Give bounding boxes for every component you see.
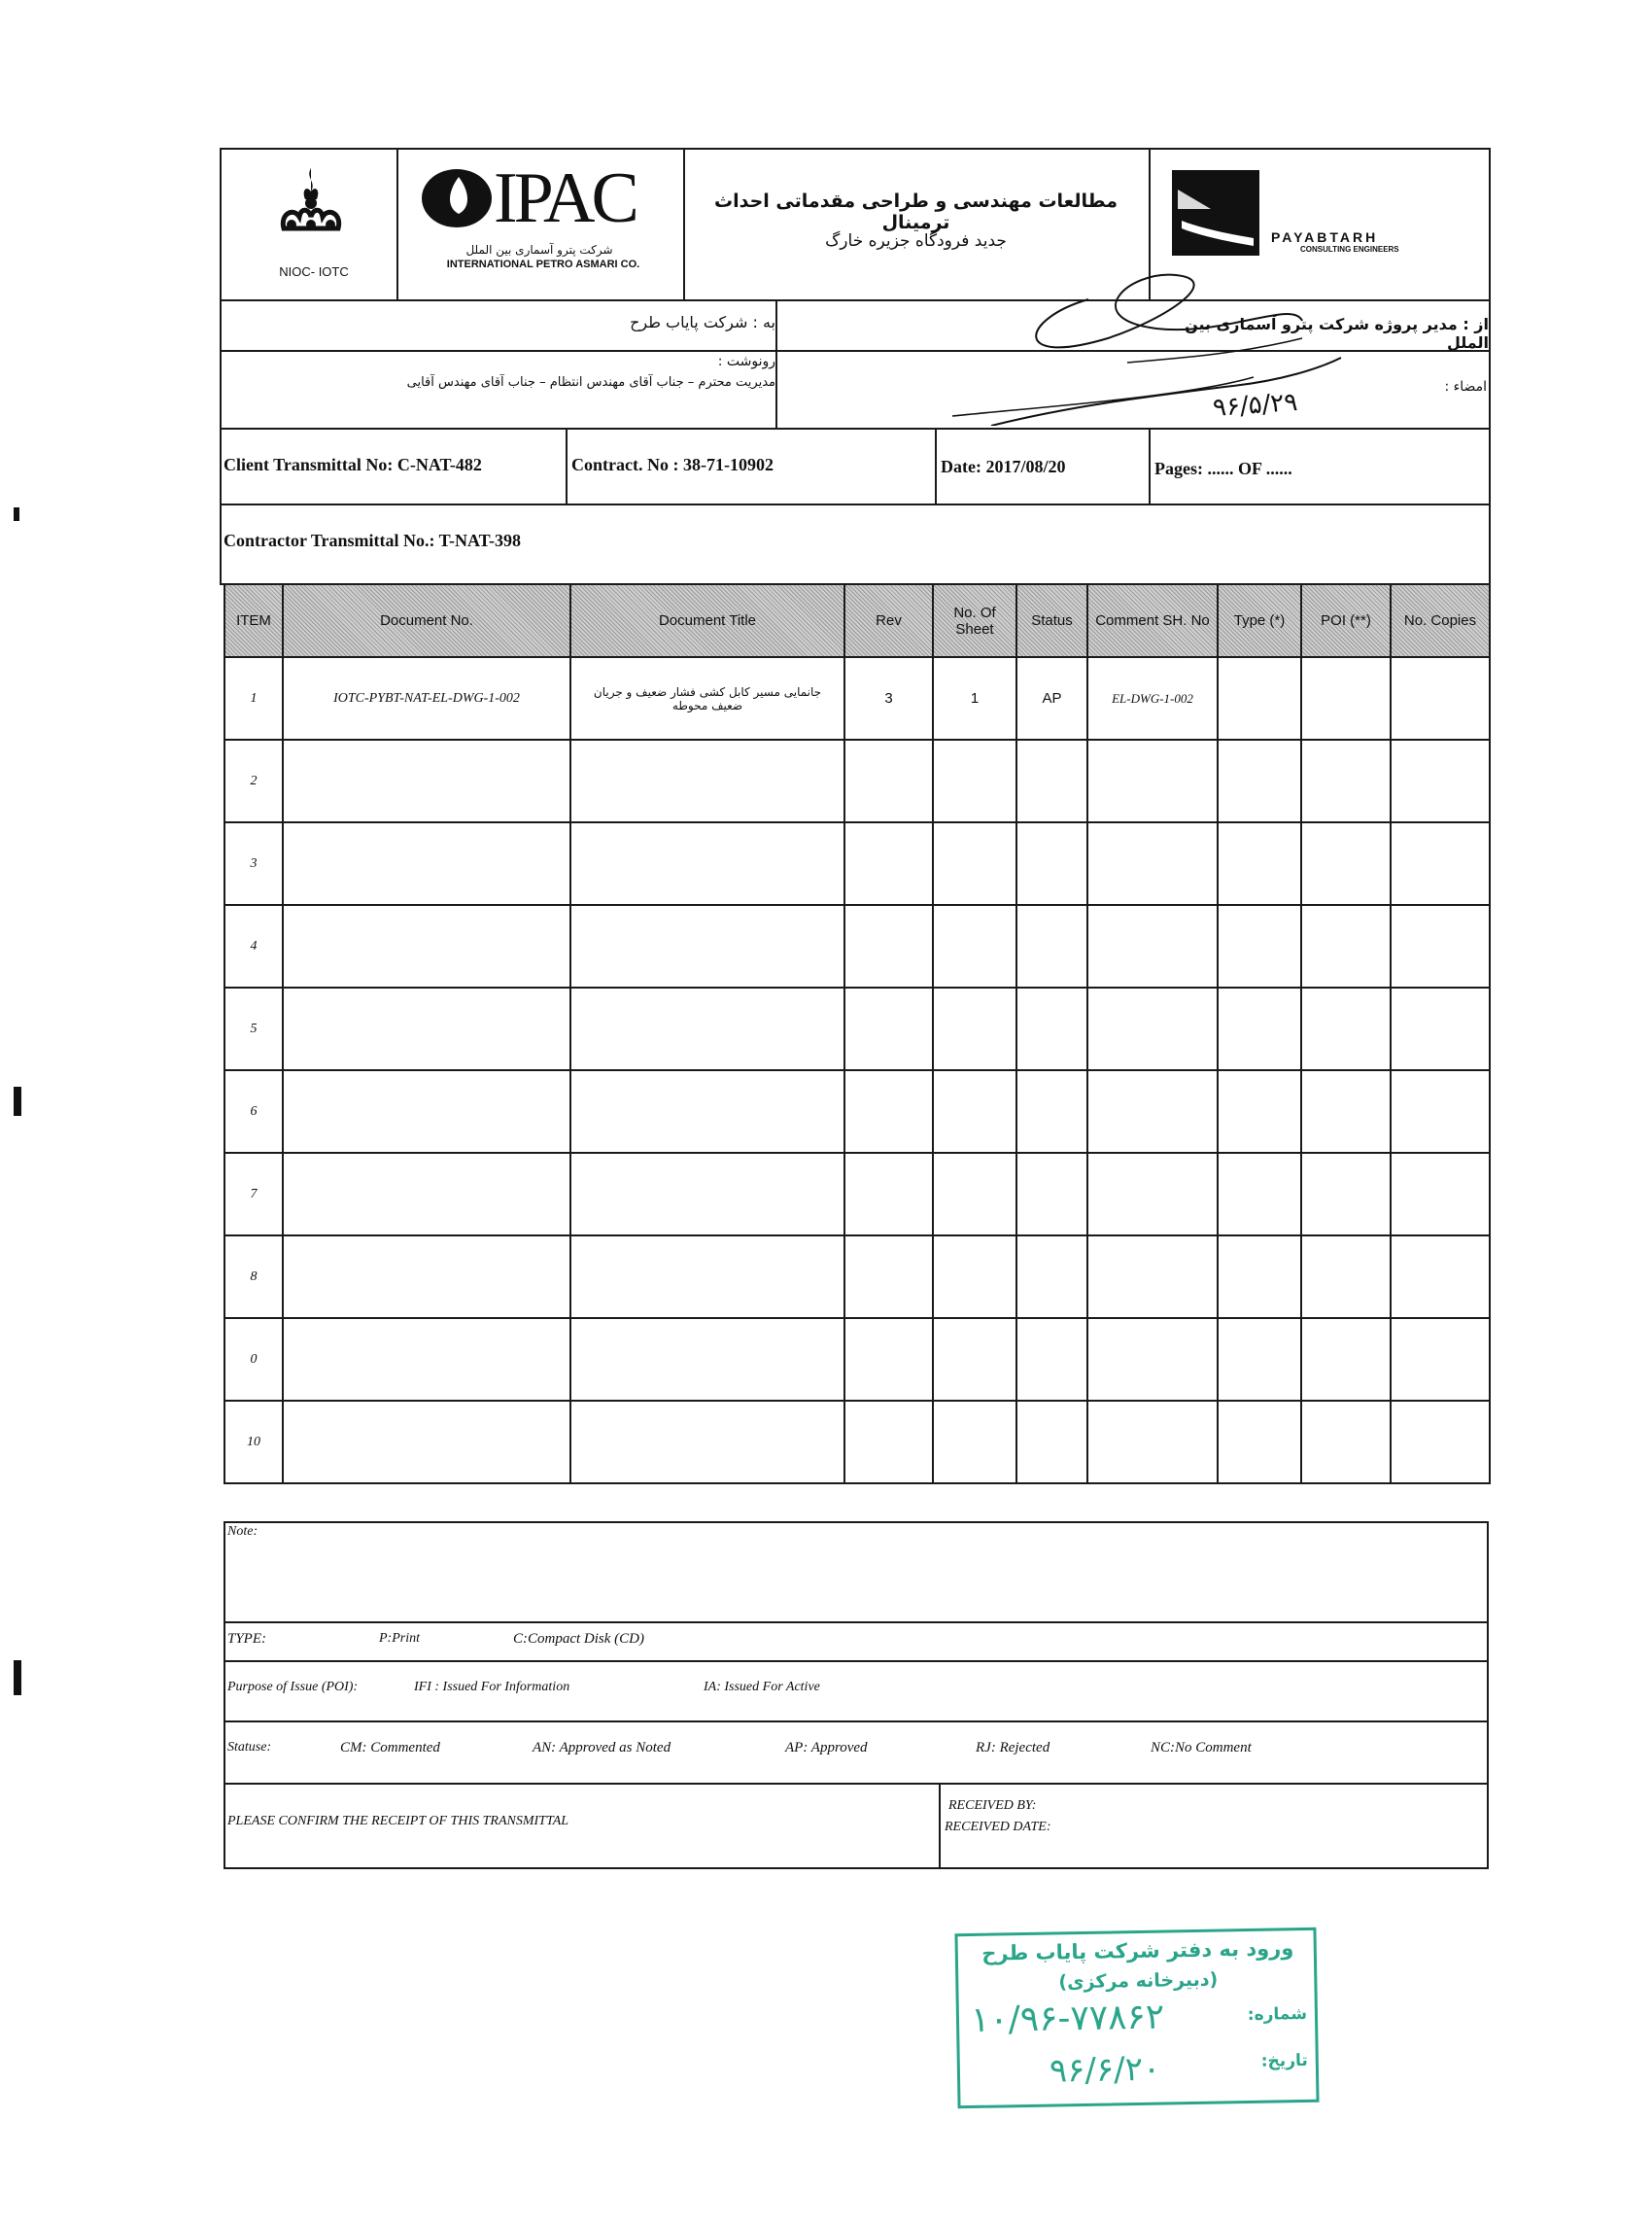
col-poi: POI (**) bbox=[1301, 584, 1391, 657]
row-copies bbox=[1391, 657, 1490, 740]
scan-mark bbox=[14, 1087, 21, 1116]
col-no-copies: No. Copies bbox=[1391, 584, 1490, 657]
contractor-transmittal: Contractor Transmittal No.: T-NAT-398 bbox=[224, 531, 521, 550]
scan-mark bbox=[14, 507, 19, 521]
row-rev: 3 bbox=[844, 657, 933, 740]
row-poi bbox=[1301, 657, 1391, 740]
status-label: Statuse: bbox=[227, 1740, 272, 1755]
table-row: 4 bbox=[224, 905, 1490, 988]
nioc-flame-icon bbox=[262, 160, 360, 248]
project-title-line1: مطالعات مهندسی و طراحی مقدماتی احداث ترمینال bbox=[714, 191, 1118, 233]
handwritten-date: ۹۶/۵/۲۹ bbox=[1212, 387, 1299, 424]
table-header-row bbox=[224, 584, 1490, 657]
table-row: 5 bbox=[224, 988, 1490, 1070]
stamp-date-value: ۹۶/۶/۲۰ bbox=[1049, 2049, 1161, 2091]
status-ap: AP: Approved bbox=[785, 1740, 868, 1755]
payatarh-logo bbox=[1172, 170, 1259, 256]
stamp-number-value: ۱۰/۹۶-۷۷۸۶۲ bbox=[970, 1997, 1165, 2040]
status-nc: NC:No Comment bbox=[1151, 1740, 1252, 1755]
col-no-of-sheet: No. Of Sheet bbox=[933, 584, 1016, 657]
cc-text: مدیریت محترم – جناب آقای مهندس انتظام – جناب آقای مهندس آقایی bbox=[406, 375, 775, 390]
payatarh-name: PAYABTARH bbox=[1271, 229, 1379, 245]
client-transmittal: Client Transmittal No: C-NAT-482 bbox=[224, 455, 482, 474]
transmittal-date: Date: 2017/08/20 bbox=[941, 457, 1066, 476]
table-row: 0 bbox=[224, 1318, 1490, 1401]
contract-number: Contract. No : 38-71-10902 bbox=[571, 455, 774, 474]
table-row: 8 bbox=[224, 1235, 1490, 1318]
row-status: AP bbox=[1016, 657, 1087, 740]
payatarh-s-icon bbox=[1172, 170, 1259, 256]
signature-label: امضاء : bbox=[1444, 379, 1487, 395]
type-print: P:Print bbox=[379, 1631, 420, 1646]
poi-ia: IA: Issued For Active bbox=[704, 1680, 820, 1694]
stamp-line2: (دبیرخانه مرکزی) bbox=[1058, 1968, 1219, 1994]
pages-field: Pages: ...... OF ...... bbox=[1154, 459, 1292, 478]
cc-label: رونوشت : bbox=[717, 354, 775, 369]
type-label: TYPE: bbox=[227, 1631, 267, 1647]
ipac-en-name: INTERNATIONAL PETRO ASMARI CO. bbox=[446, 259, 640, 270]
stamp-number-label: شماره: bbox=[1247, 2003, 1308, 2026]
row-title: جانمایی مسیر کابل کشی فشار ضعیف و جریان ضعیف محوطه bbox=[570, 657, 844, 740]
row-comment: EL-DWG-1-002 bbox=[1087, 657, 1218, 740]
table-row: 2 bbox=[224, 740, 1490, 822]
note-label: Note: bbox=[227, 1524, 258, 1539]
receipt-stamp bbox=[954, 1928, 1319, 2108]
ipac-drop-icon bbox=[418, 163, 496, 231]
col-document-title: Document Title bbox=[570, 584, 844, 657]
project-title-line2: جدید فرودگاه جزیره خارگ bbox=[825, 231, 1007, 251]
document-table bbox=[224, 583, 1491, 1484]
signature-scribble bbox=[933, 261, 1380, 426]
ipac-logo-text: IPAC bbox=[494, 158, 636, 238]
stamp-line1: ورود به دفتر شرکت پایاب طرح bbox=[981, 1936, 1294, 1965]
table-row bbox=[224, 657, 1490, 740]
status-cm: CM: Commented bbox=[340, 1740, 440, 1755]
status-rj: RJ: Rejected bbox=[976, 1740, 1050, 1755]
ipac-fa-name: شرکت پترو آسماری بین الملل bbox=[465, 243, 613, 257]
col-comment-sh-no: Comment SH. No bbox=[1087, 584, 1218, 657]
nioc-label: NIOC- IOTC bbox=[279, 264, 349, 279]
received-date: RECEIVED DATE: bbox=[945, 1820, 1051, 1834]
scan-mark bbox=[14, 1660, 21, 1695]
status-an: AN: Approved as Noted bbox=[533, 1740, 671, 1755]
row-item: 1 bbox=[224, 657, 283, 740]
row-doc-no: IOTC-PYBT-NAT-EL-DWG-1-002 bbox=[283, 657, 570, 740]
type-cd: C:Compact Disk (CD) bbox=[513, 1631, 644, 1647]
col-document-no: Document No. bbox=[283, 584, 570, 657]
received-by: RECEIVED BY: bbox=[948, 1798, 1037, 1813]
col-rev: Rev bbox=[844, 584, 933, 657]
col-status: Status bbox=[1016, 584, 1087, 657]
col-item: ITEM bbox=[224, 584, 283, 657]
row-type bbox=[1218, 657, 1301, 740]
table-row: 6 bbox=[224, 1070, 1490, 1153]
row-sheet: 1 bbox=[933, 657, 1016, 740]
stamp-date-label: تاریخ: bbox=[1260, 2050, 1308, 2071]
poi-label: Purpose of Issue (POI): bbox=[227, 1680, 359, 1694]
col-type: Type (*) bbox=[1218, 584, 1301, 657]
to-field: به : شرکت پایاب طرح bbox=[630, 313, 775, 331]
poi-ifi: IFI : Issued For Information bbox=[414, 1680, 570, 1694]
payatarh-sub: CONSULTING ENGINEERS bbox=[1300, 245, 1399, 254]
table-row: 10 bbox=[224, 1401, 1490, 1483]
from-field: از : مدیر پروژه شرکت پترو آسماری بین الملل bbox=[1185, 315, 1489, 352]
ipac-logo bbox=[418, 158, 671, 241]
table-row: 7 bbox=[224, 1153, 1490, 1235]
confirm-receipt: PLEASE CONFIRM THE RECEIPT OF THIS TRANSMITTAL bbox=[227, 1814, 569, 1828]
table-row: 3 bbox=[224, 822, 1490, 905]
nioc-logo bbox=[262, 160, 360, 248]
